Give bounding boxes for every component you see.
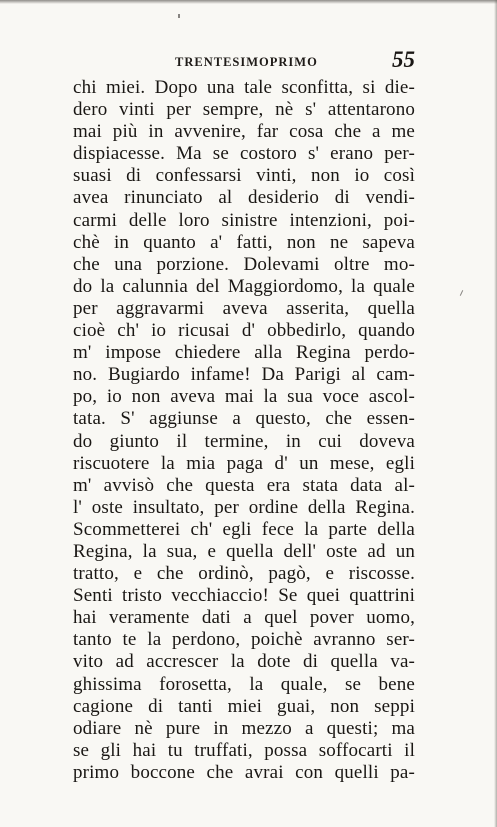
text-line: tratto, e che ordinò, pagò, e riscosse. <box>73 563 415 585</box>
text-line: dispiacesse. Ma se costoro s' erano per- <box>73 143 415 165</box>
text-line: per aggravarmi aveva asserita, quella <box>73 297 415 319</box>
text-line: l' oste insultato, per ordine della Regina. <box>73 496 415 518</box>
text-line: do giunto il termine, in cui doveva <box>73 430 415 452</box>
text-line: se gli hai tu truffati, possa soffocarti il <box>73 739 415 761</box>
text-line: primo boccone che avrai con quelli pa- <box>73 761 415 783</box>
text-line: mai più in avvenire, far cosa che a me <box>73 121 415 143</box>
page-number: 55 <box>392 47 415 72</box>
text-line: odiare nè pure in mezzo a questi; ma <box>73 717 415 739</box>
text-line: po, io non aveva mai la sua voce ascol- <box>73 386 415 408</box>
text-line: chè in quanto a' fatti, non ne sapeva <box>73 231 415 253</box>
text-line: avea rinunciato al desiderio di vendi- <box>73 187 415 209</box>
running-title: TRENTESIMOPRIMO <box>175 55 318 69</box>
text-line: ghissima forosetta, la quale, se bene <box>73 673 415 695</box>
text-line: Senti tristo vecchiaccio! Se quei quattrini <box>73 585 415 607</box>
text-line: hai veramente dati a quel pover uomo, <box>73 607 415 629</box>
body-text <box>73 77 415 784</box>
text-line: chi miei. Dopo una tale sconfitta, si die- <box>73 77 415 98</box>
ink-speck <box>460 290 463 296</box>
text-line: tanto te la perdono, poichè avranno ser- <box>73 629 415 651</box>
text-line: che una porzione. Dolevami oltre mo- <box>73 253 415 275</box>
text-line: m' avvisò che questa era stata data al- <box>73 474 415 496</box>
text-line: vito ad accrescer la dote di quella va- <box>73 651 415 673</box>
text-line: m' impose chiedere alla Regina perdo- <box>73 342 415 364</box>
text-line: Scommetterei ch' egli fece la parte della <box>73 518 415 540</box>
text-line: no. Bugiardo infame! Da Parigi al cam- <box>73 364 415 386</box>
text-line: do la calunnia del Maggiordomo, la quale <box>73 275 415 297</box>
text-line: tata. S' aggiunse a questo, che essen- <box>73 408 415 430</box>
ink-speck <box>178 14 180 18</box>
page-header <box>75 49 415 75</box>
text-line: carmi delle loro sinistre intenzioni, poi- <box>73 209 415 231</box>
page-top-edge-shadow <box>0 0 497 4</box>
text-line: cagione di tanti miei guai, non seppi <box>73 695 415 717</box>
text-line: cioè ch' io ricusai d' obbedirlo, quando <box>73 320 415 342</box>
text-line: suasi di confessarsi vinti, non io così <box>73 165 415 187</box>
text-line: riscuotere la mia paga d' un mese, egli <box>73 452 415 474</box>
text-line: Regina, la sua, e quella dell' oste ad un <box>73 540 415 562</box>
text-line: dero vinti per sempre, nè s' attentarono <box>73 99 415 121</box>
